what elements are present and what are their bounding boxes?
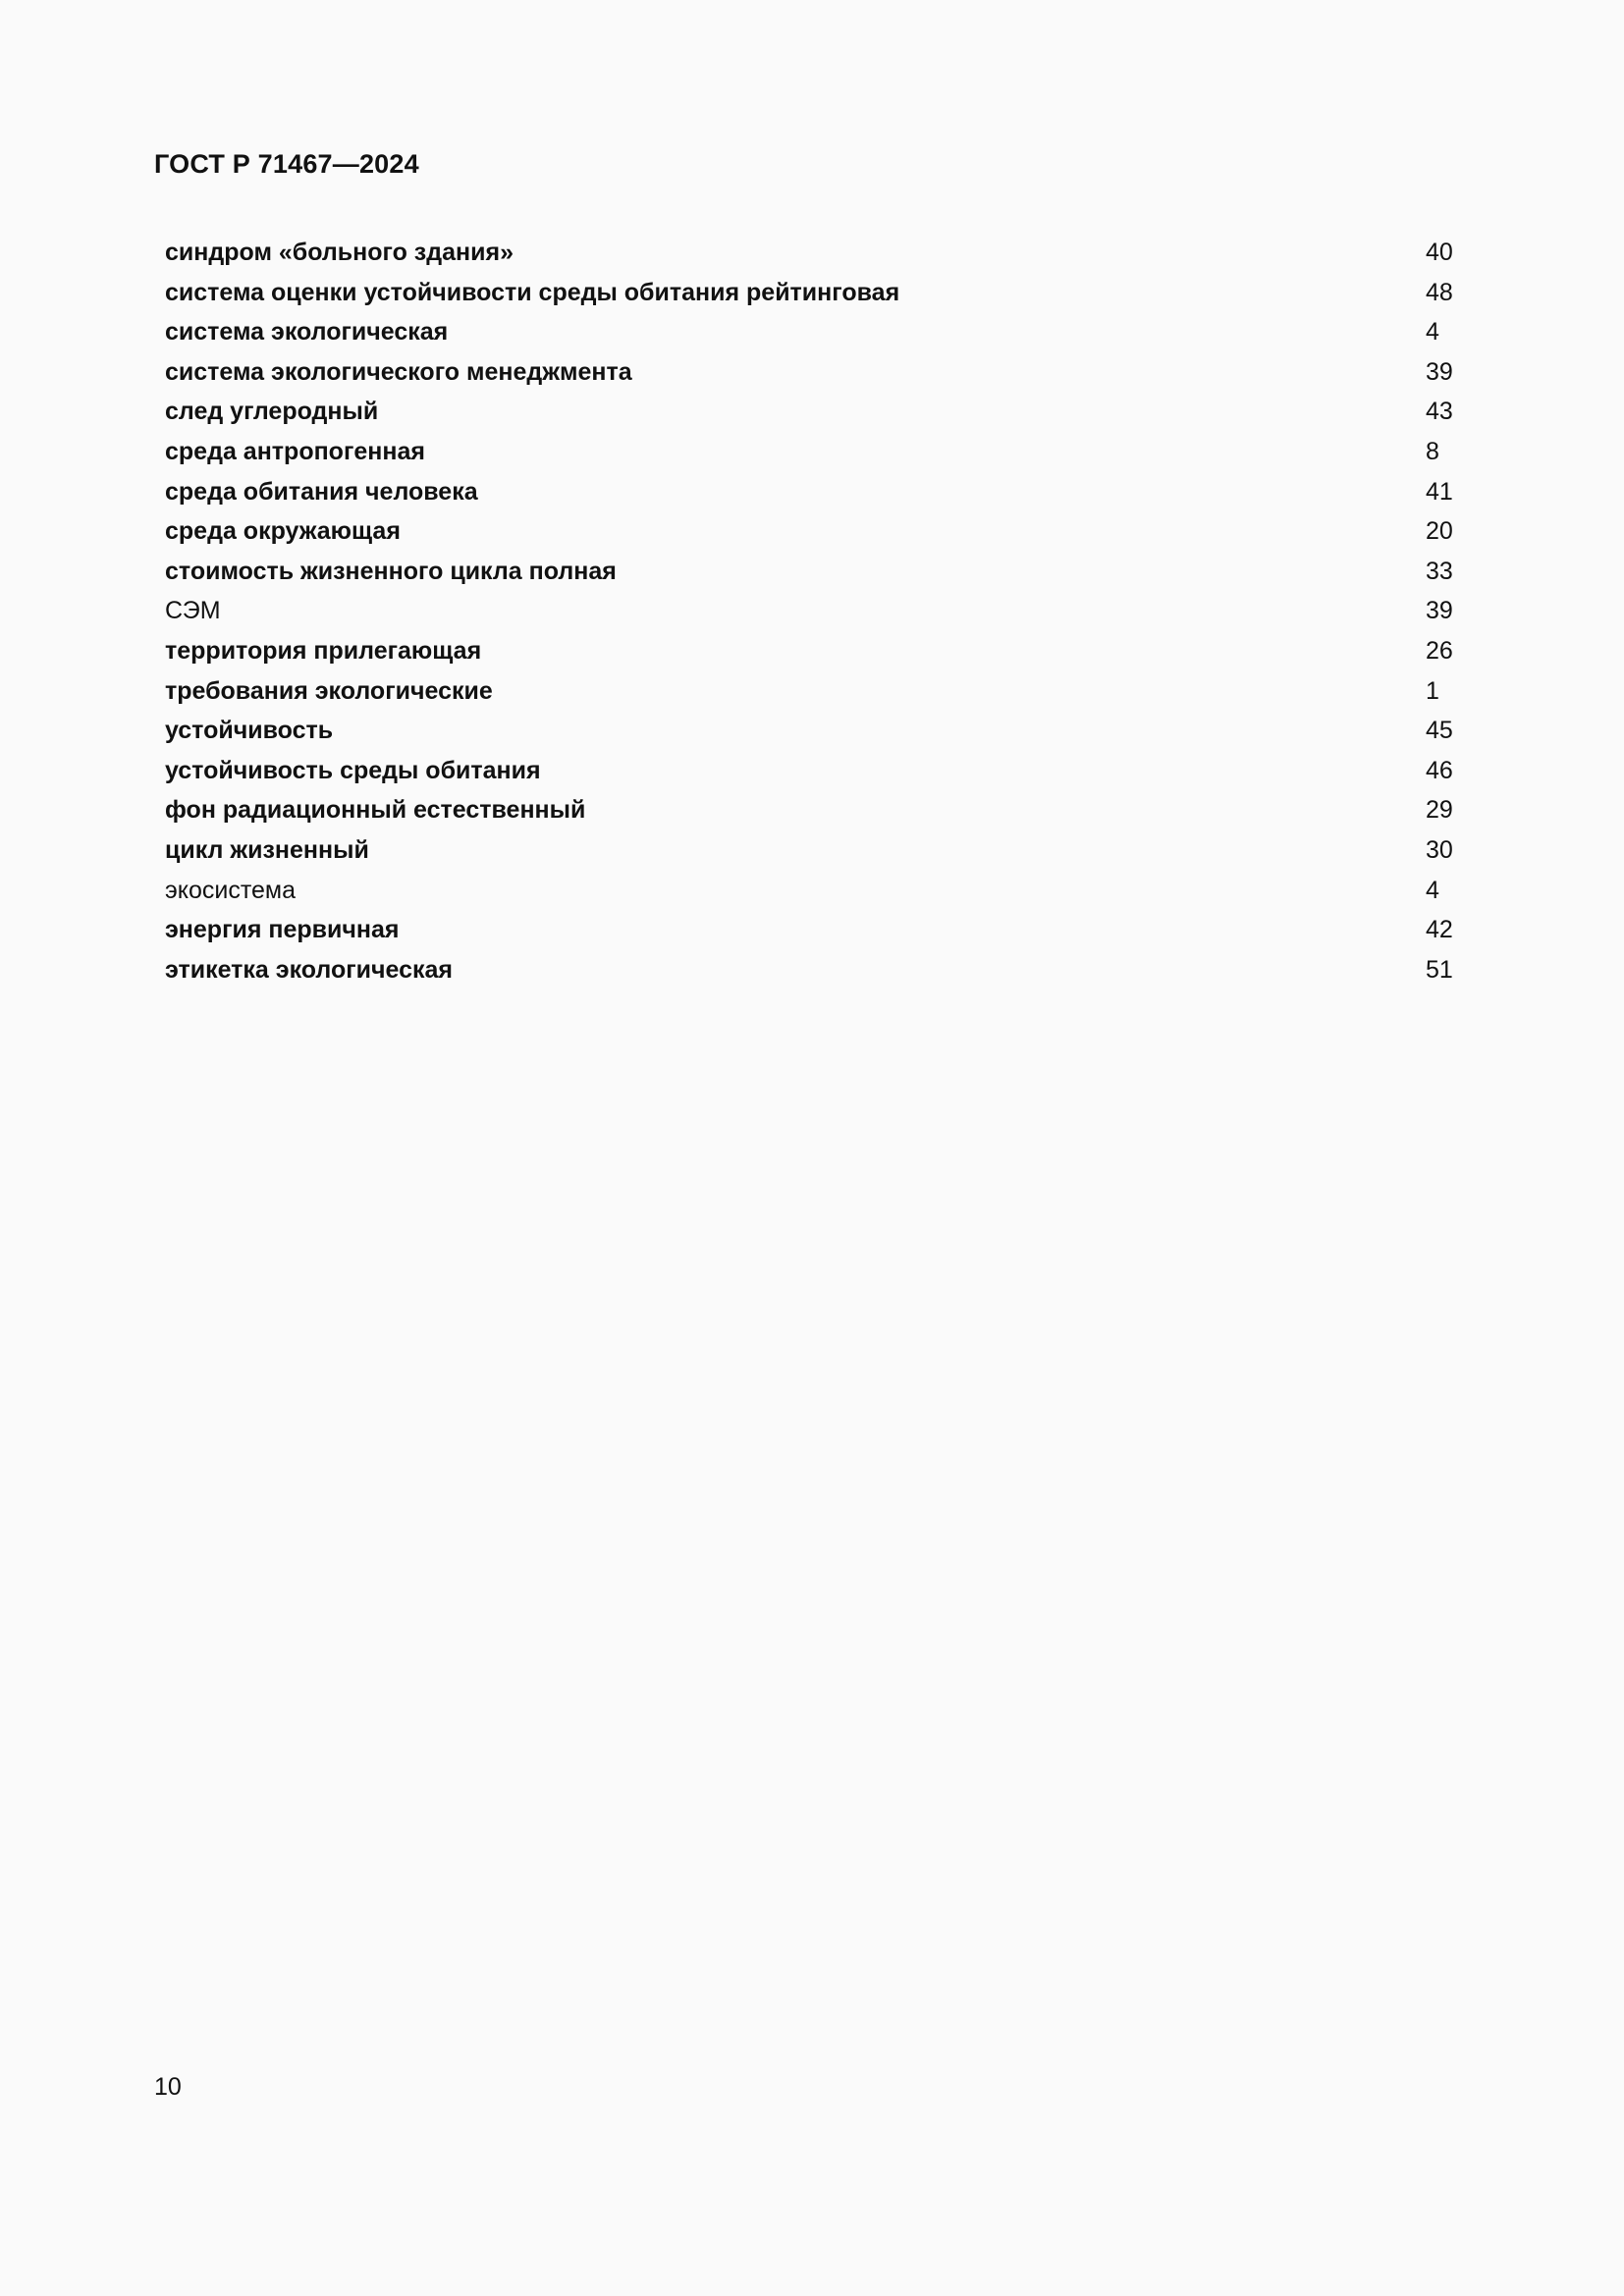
index-ref: 1 [1426, 676, 1439, 705]
index-ref: 8 [1426, 437, 1439, 465]
index-entry [165, 711, 1461, 751]
index-entry [165, 273, 1461, 313]
index-entry [165, 472, 1461, 512]
index-ref: 20 [1426, 517, 1453, 546]
index-entry [165, 910, 1461, 950]
index-entry [165, 631, 1461, 671]
index-entry [165, 432, 1461, 472]
index-term: система оценки устойчивости среды обитания рейтинговая [165, 278, 900, 306]
index-ref: 4 [1426, 876, 1439, 904]
index-term: требования экологические [165, 676, 493, 705]
index-ref: 40 [1426, 239, 1453, 266]
index-entry [165, 352, 1461, 393]
index-ref: 46 [1426, 756, 1453, 784]
index-term: стоимость жизненного цикла полная [165, 557, 617, 585]
index-entry [165, 671, 1461, 712]
index-entry [165, 950, 1461, 990]
index-term: СЭМ [165, 597, 221, 625]
index-entry [165, 552, 1461, 592]
document-header: ГОСТ Р 71467—2024 [154, 149, 419, 179]
index-entry [165, 871, 1461, 911]
index-ref: 39 [1426, 357, 1453, 386]
alphabetical-index [165, 233, 1461, 989]
index-entry [165, 392, 1461, 432]
index-term: среда антропогенная [165, 437, 425, 465]
index-term: фон радиационный естественный [165, 796, 586, 825]
index-term: среда обитания человека [165, 477, 478, 506]
index-term: территория прилегающая [165, 636, 482, 665]
index-term: этикетка экологическая [165, 955, 454, 984]
index-term: цикл жизненный [165, 835, 369, 864]
index-term: синдром «больного здания» [165, 239, 514, 266]
index-term: устойчивость [165, 717, 334, 745]
index-term: энергия первичная [165, 916, 400, 944]
index-term: среда окружающая [165, 517, 401, 546]
index-term: система экологическая [165, 318, 449, 347]
index-entry [165, 511, 1461, 552]
index-ref: 41 [1426, 477, 1453, 506]
index-ref: 33 [1426, 557, 1453, 585]
index-entry [165, 751, 1461, 791]
index-term: экосистема [165, 876, 297, 904]
index-ref: 29 [1426, 796, 1453, 825]
index-entry [165, 233, 1461, 273]
index-term: след углеродный [165, 398, 379, 426]
index-ref: 26 [1426, 636, 1453, 665]
index-ref: 30 [1426, 835, 1453, 864]
index-entry [165, 830, 1461, 871]
index-ref: 51 [1426, 955, 1453, 984]
index-entry [165, 790, 1461, 830]
index-ref: 43 [1426, 398, 1453, 426]
index-ref: 39 [1426, 597, 1453, 625]
index-ref: 42 [1426, 916, 1453, 944]
index-ref: 4 [1426, 318, 1439, 347]
index-term: система экологического менеджмента [165, 357, 632, 386]
index-entry [165, 312, 1461, 352]
index-term: устойчивость среды обитания [165, 756, 541, 784]
page-number: 10 [154, 2073, 182, 2101]
index-entry [165, 591, 1461, 631]
index-ref: 48 [1426, 278, 1453, 306]
index-ref: 45 [1426, 717, 1453, 745]
